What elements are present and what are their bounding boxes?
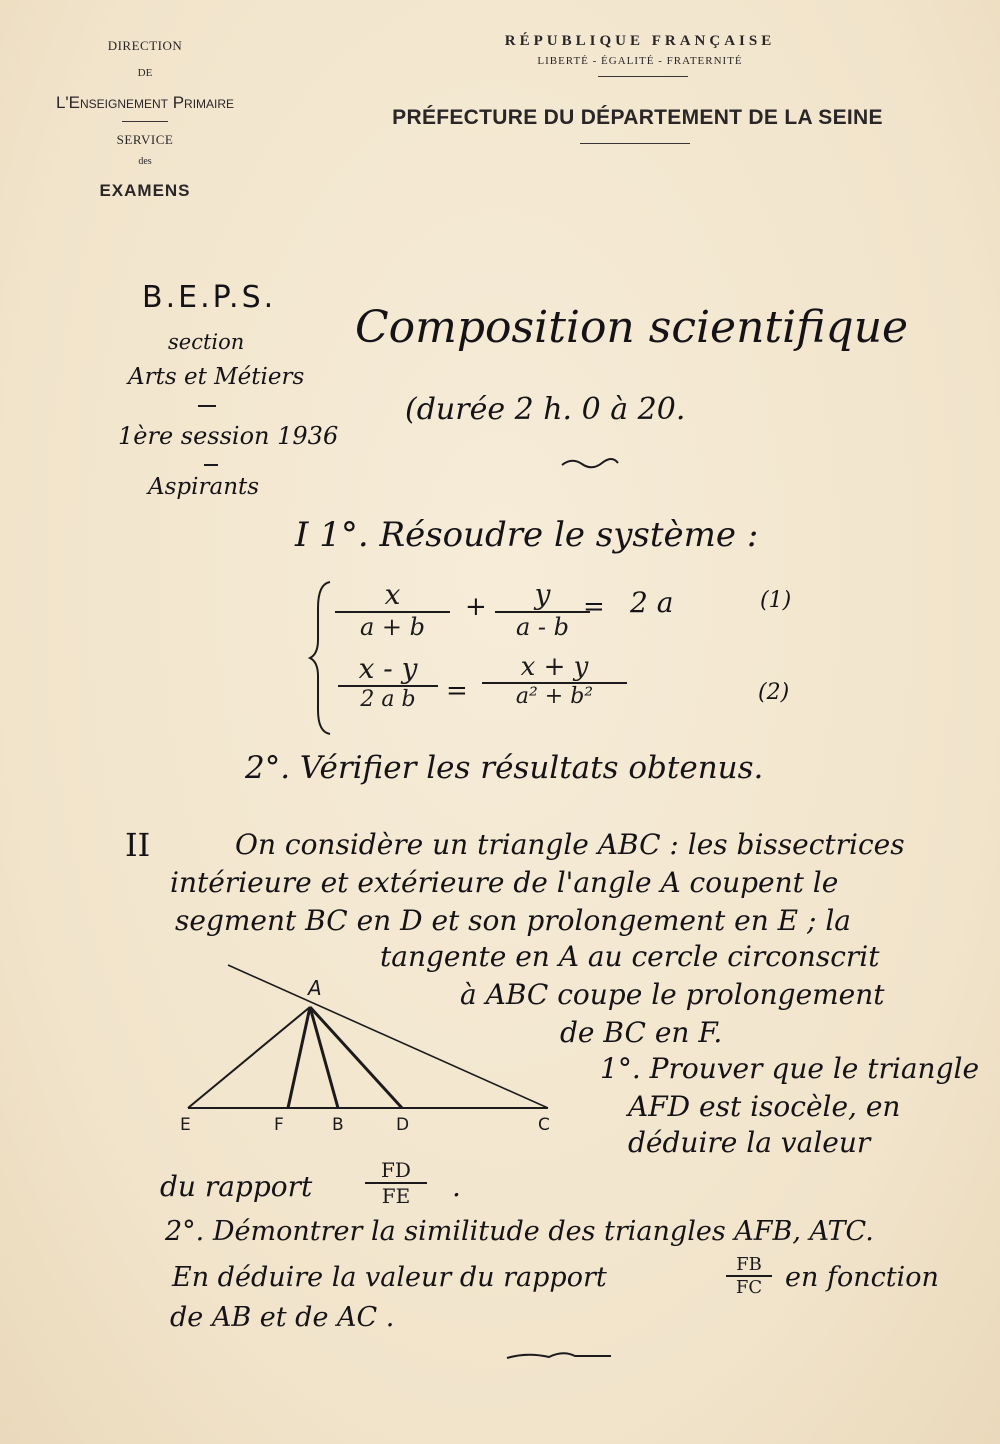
letterhead-prefecture: PRÉFECTURE DU DÉPARTEMENT DE LA SEINE	[392, 106, 883, 129]
part2-line-2: intérieure et extérieure de l'angle A coupent le	[170, 866, 839, 899]
label-B: B	[332, 1115, 344, 1135]
exam-section-label: section	[168, 330, 245, 354]
q1-line-1: 1°. Prouver que le triangle	[600, 1052, 980, 1085]
eq2-lhs-num: x - y	[358, 652, 418, 685]
part1-verify: 2°. Vérifier les résultats obtenus.	[245, 750, 764, 786]
q2-fraction-num: FB	[736, 1254, 762, 1275]
triangle-figure	[170, 955, 570, 1140]
exam-diploma: B.E.P.S.	[142, 280, 277, 315]
q1-line-4: du rapport	[160, 1170, 313, 1203]
letterhead-republic: RÉPUBLIQUE FRANÇAISE	[504, 33, 776, 49]
letterhead-examens: EXAMENS	[99, 181, 191, 200]
system-brace	[306, 578, 336, 738]
q2-line-1: 2°. Démontrer la similitude des triangles AFB, ATC.	[165, 1216, 874, 1247]
eq2-lhs-den: 2 a b	[360, 687, 416, 712]
q2-fraction-den: FC	[735, 1277, 763, 1298]
exam-dash-2	[204, 464, 218, 466]
q1-fraction	[365, 1158, 427, 1208]
eq1-num-1: x	[384, 578, 401, 611]
eq1-tag: (1)	[760, 588, 792, 613]
q1-line-2: AFD est isocèle, en	[628, 1090, 901, 1123]
exam-dash-1	[198, 405, 216, 407]
letterhead-motto: LIBERTÉ - ÉGALITÉ - FRATERNITÉ	[537, 55, 743, 67]
title-flourish	[560, 455, 620, 471]
q2-line-2a: En déduire la valeur du rapport	[172, 1262, 607, 1293]
letterhead-prefecture-rule	[580, 143, 690, 144]
exam-session: 1ère session 1936	[118, 422, 339, 450]
eq1-fraction-1	[335, 578, 450, 641]
letterhead-de: DE	[137, 67, 153, 79]
duration: (durée 2 h. 0 à 20.	[405, 392, 686, 427]
q2-fraction	[726, 1254, 772, 1298]
part2-number: II	[125, 826, 151, 864]
eq1-plus: +	[465, 592, 487, 622]
part2-line-5: à ABC coupe le prolongement	[460, 978, 885, 1011]
label-A: A	[308, 976, 322, 1000]
eq2-fraction-rhs	[482, 652, 627, 709]
tangent-line	[228, 965, 548, 1108]
q1-fraction-num: FD	[381, 1158, 411, 1182]
eq2-rhs-num: x + y	[520, 652, 589, 682]
label-E: E	[180, 1115, 191, 1135]
label-C: C	[538, 1115, 550, 1135]
part2-line-1: On considère un triangle ABC : les bissectrices	[235, 828, 905, 861]
label-F: F	[274, 1115, 284, 1135]
letterhead-enseignement: L'Enseignement Primaire	[55, 93, 235, 112]
eq2-equals: =	[446, 676, 468, 706]
q2-line-2b: en fonction	[785, 1262, 939, 1293]
eq1-fraction-2	[495, 578, 590, 641]
part2-line-3: segment BC en D et son prolongement en E ; la	[175, 904, 851, 937]
eq1-equals: =	[583, 592, 605, 622]
letterhead-service: SERVICE	[116, 132, 174, 147]
exam-candidates: Aspirants	[148, 474, 260, 500]
eq1-rhs: 2 a	[630, 586, 674, 619]
eq1-den-2: a - b	[515, 613, 570, 641]
eq2-rhs-den: a² + b²	[515, 684, 594, 709]
letterhead-direction: DIRECTION	[107, 38, 183, 53]
q1-end: .	[452, 1170, 461, 1203]
part1-heading: I 1°. Résoudre le système :	[295, 515, 759, 555]
q1-fraction-den: FE	[381, 1184, 411, 1208]
end-flourish	[505, 1348, 615, 1364]
letterhead-des: des	[138, 156, 152, 167]
eq1-num-2: y	[534, 578, 551, 611]
letterhead-motto-rule	[598, 76, 688, 77]
eq1-den-1: a + b	[359, 613, 426, 641]
eq2-fraction-lhs	[338, 652, 438, 712]
part2-line-4: tangente en A au cercle circonscrit	[380, 940, 880, 973]
q1-line-3: déduire la valeur	[628, 1126, 871, 1159]
letterhead-divider	[122, 121, 168, 122]
part2-line-6: de BC en F.	[560, 1016, 723, 1049]
exam-section-name: Arts et Métiers	[128, 364, 305, 390]
label-D: D	[396, 1115, 410, 1135]
eq2-tag: (2)	[758, 680, 790, 705]
document-title: Composition scientifique	[355, 302, 909, 353]
q2-line-3: de AB et de AC .	[170, 1302, 395, 1333]
